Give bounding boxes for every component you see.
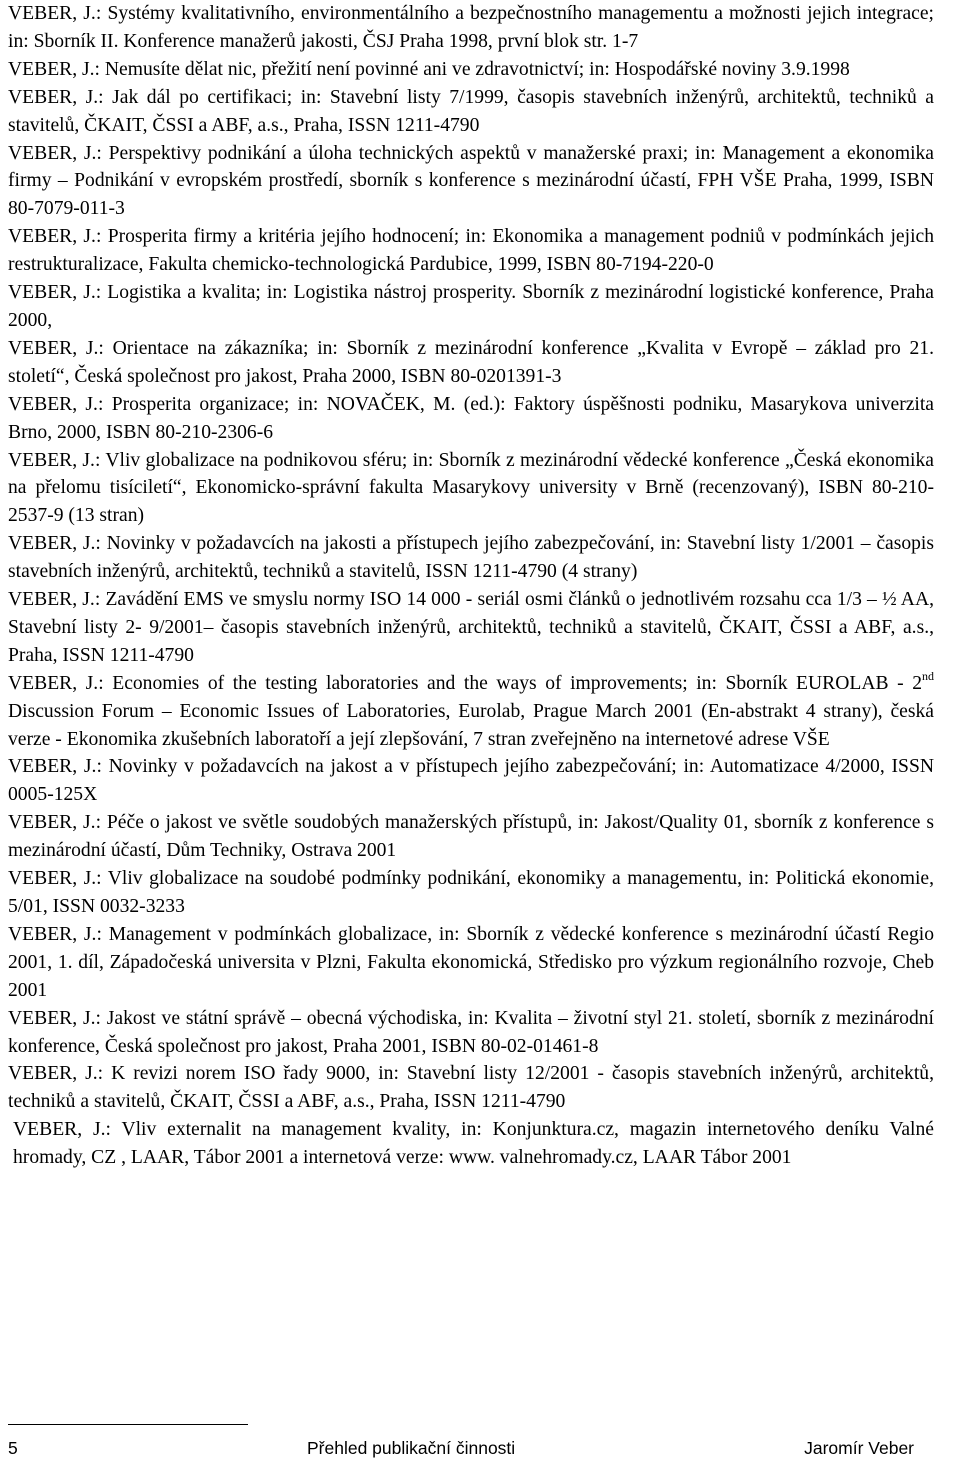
- reference-text: : Systémy kvalitativního, environmentálního a bezpečnostního managementu a možnosti jejich integrace; in: Sborník II. Konference manažerů jakosti, ČSJ Praha 1998, první blok str. 1-7: [8, 3, 935, 52]
- footer-author: Jaromír Veber: [804, 1438, 914, 1458]
- reference-entry: [8, 1060, 934, 1116]
- reference-text: : Vliv globalizace na podnikovou sféru; in: Sborník z mezinárodní vědecké konference „Česká ekonomika na přelomu tisíciletí“, Ekonomicko-správní fakulta Masarykovy university v Brně (recenzovaný), ISBN 80-210-2537-9 (13 stran): [8, 449, 934, 527]
- reference-entry: [8, 1005, 934, 1061]
- reference-text: : Péče o jakost ve světle soudobých manažerských přístupů, in: Jakost/Quality 01, sborník z konference s mezinárodní účastí, Dům Techniky, Ostrava 2001: [8, 812, 935, 862]
- footer-divider: [8, 1424, 248, 1425]
- reference-author: VEBER, J.: [8, 337, 99, 359]
- reference-entry: [8, 586, 934, 670]
- reference-text: : Management v podmínkách globalizace, in: Sborník z vědecké konference s mezinárodní účastí Regio 2001, 1. díl, Západočeská universita v Plzni, Fakulta ekonomická, Středisko pro výzkum regionálního rozvoje, Cheb 2001: [8, 923, 934, 1001]
- reference-text: Discussion Forum – Economic Issues of Laboratories, Eurolab, Prague March 2001 (En-abstrakt 4 strany), česká verze - Ekonomika zkušebních laboratoří a její zlepšování, 7 stran zveřejněno na internetové adrese VŠE: [8, 700, 934, 750]
- reference-author: VEBER, J.: [8, 812, 96, 834]
- reference-text: : Novinky v požadavcích na jakost a v přístupech jejího zabezpečování; in: Automatizace 4/2000, ISSN 0005-125X: [8, 756, 935, 806]
- reference-entry: [8, 140, 934, 224]
- reference-entry: [8, 335, 934, 391]
- reference-entry: [8, 921, 934, 1005]
- reference-author: VEBER, J.: [8, 282, 96, 304]
- reference-author: VEBER, J.: [8, 672, 99, 694]
- reference-author: VEBER, J.: [8, 226, 96, 248]
- reference-text: : Vliv externalit na management kvality, in: Konjunktura.cz, magazin internetového deníku Valné hromady, CZ , LAAR, Tábor 2001 a internetová verze: www. valnehromady.cz, LAAR Tábor 2001: [13, 1119, 934, 1169]
- reference-author: VEBER, J.: [8, 3, 96, 24]
- reference-list: [8, 0, 934, 1172]
- reference-author: VEBER, J.: [8, 533, 96, 555]
- footer-title: Přehled publikační činnosti: [307, 1438, 516, 1458]
- reference-author: VEBER, J.: [8, 1063, 98, 1085]
- reference-author: VEBER, J.: [8, 86, 99, 108]
- reference-entry: [8, 1116, 934, 1172]
- page-footer: [8, 1437, 914, 1459]
- reference-text: : Jak dál po certifikaci; in: Stavební listy 7/1999, časopis stavebních inženýrů, architektů, techniků a stavitelů, ČKAIT, ČSSI a ABF, a.s., Praha, ISSN 1211-4790: [8, 86, 934, 136]
- reference-text: : Prosperita firmy a kritéria jejího hodnocení; in: Ekonomika a management podniů v podmínkách jejich restrukturalizace, Fakulta chemicko-technologická Pardubice, 1999, ISBN 80-7194-220-0: [8, 226, 934, 276]
- reference-entry: [8, 809, 934, 865]
- reference-author: VEBER, J.: [8, 142, 97, 164]
- reference-entry: [8, 84, 934, 140]
- reference-entry: [8, 753, 934, 809]
- reference-text: : Logistika a kvalita; in: Logistika nástroj prosperity. Sborník z mezinárodní logistické konference, Praha 2000,: [8, 282, 934, 331]
- reference-author: VEBER, J.: [8, 868, 97, 890]
- page-number: 5: [8, 1438, 18, 1458]
- reference-entry: [8, 670, 934, 754]
- ordinal-superscript: nd: [922, 669, 935, 684]
- reference-text: : Nemusíte dělat nic, přežití není povinné ani ve zdravotnictví; in: Hospodářské noviny 3.9.1998: [94, 58, 850, 80]
- reference-text: : Vliv globalizace na soudobé podmínky podnikání, ekonomiky a managementu, in: Politická ekonomie, 5/01, ISSN 0032-3233: [8, 868, 935, 917]
- reference-entry: [8, 279, 934, 335]
- reference-text: : Jakost ve státní správě – obecná východiska, in: Kvalita – životní styl 21. století, sborník z mezinárodní konference, Česká společnost pro jakost, Praha 2001, ISBN 80-02-01461-8: [8, 1007, 935, 1057]
- reference-author: VEBER, J.: [13, 1119, 106, 1141]
- reference-author: VEBER, J.: [8, 1007, 96, 1029]
- reference-author: VEBER, J.: [8, 923, 97, 945]
- reference-text: : K revizi norem ISO řady 9000, in: Stavební listy 12/2001 - časopis stavebních inženýrů, architektů, techniků a stavitelů, ČKAIT, ČSSI a ABF, a.s., Praha, ISSN 1211-4790: [8, 1063, 934, 1113]
- reference-entry: [8, 865, 934, 921]
- reference-text: : Economies of the testing laboratories and the ways of improvements; in: Sborník EUROLAB - 2: [98, 672, 923, 694]
- reference-text: : Zavádění EMS ve smyslu normy ISO 14 000 - seriál osmi článků o jednotlivém rozsahu cca 1/3 – ½ AA, Stavební listy 2- 9/2001– časopis stavebních inženýrů, architektů, techniků a stavitelů, ČKAIT, ČSSI a ABF, a.s., Praha, ISSN 1211-4790: [8, 589, 935, 666]
- reference-entry: [8, 0, 934, 56]
- reference-author: VEBER, J.: [8, 449, 95, 471]
- reference-text: : Novinky v požadavcích na jakosti a přístupech jejího zabezpečování, in: Stavební listy 1/2001 – časopis stavebních inženýrů, architektů, techniků a stavitelů, ISSN 1211-4790 (4 strany): [8, 533, 935, 583]
- reference-entry: [8, 447, 934, 531]
- document-page: [8, 0, 934, 1172]
- reference-entry: [8, 56, 934, 84]
- reference-entry: [8, 530, 934, 586]
- reference-text: : Orientace na zákazníka; in: Sborník z mezinárodní konference „Kvalita v Evropě – základ pro 21. století“, Česká společnost pro jakost, Praha 2000, ISBN 80-0201391-3: [8, 337, 934, 387]
- reference-entry: [8, 391, 934, 447]
- reference-author: VEBER, J.: [8, 589, 95, 611]
- reference-text: : Perspektivy podnikání a úloha technických aspektů v manažerské praxi; in: Management a ekonomika firmy – Podnikání v evropském prostředí, sborník s konference s mezinárodní účastí, FPH VŠE Praha, 1999, ISBN 80-7079-011-3: [8, 142, 935, 220]
- reference-entry: [8, 223, 934, 279]
- reference-author: VEBER, J.: [8, 756, 97, 778]
- reference-author: VEBER, J.: [8, 58, 95, 80]
- reference-author: VEBER, J.: [8, 393, 98, 415]
- reference-text: : Prosperita organizace; in: NOVAČEK, M. (ed.): Faktory úspěšnosti podniku, Masarykova univerzita Brno, 2000, ISBN 80-210-2306-6: [8, 393, 935, 443]
